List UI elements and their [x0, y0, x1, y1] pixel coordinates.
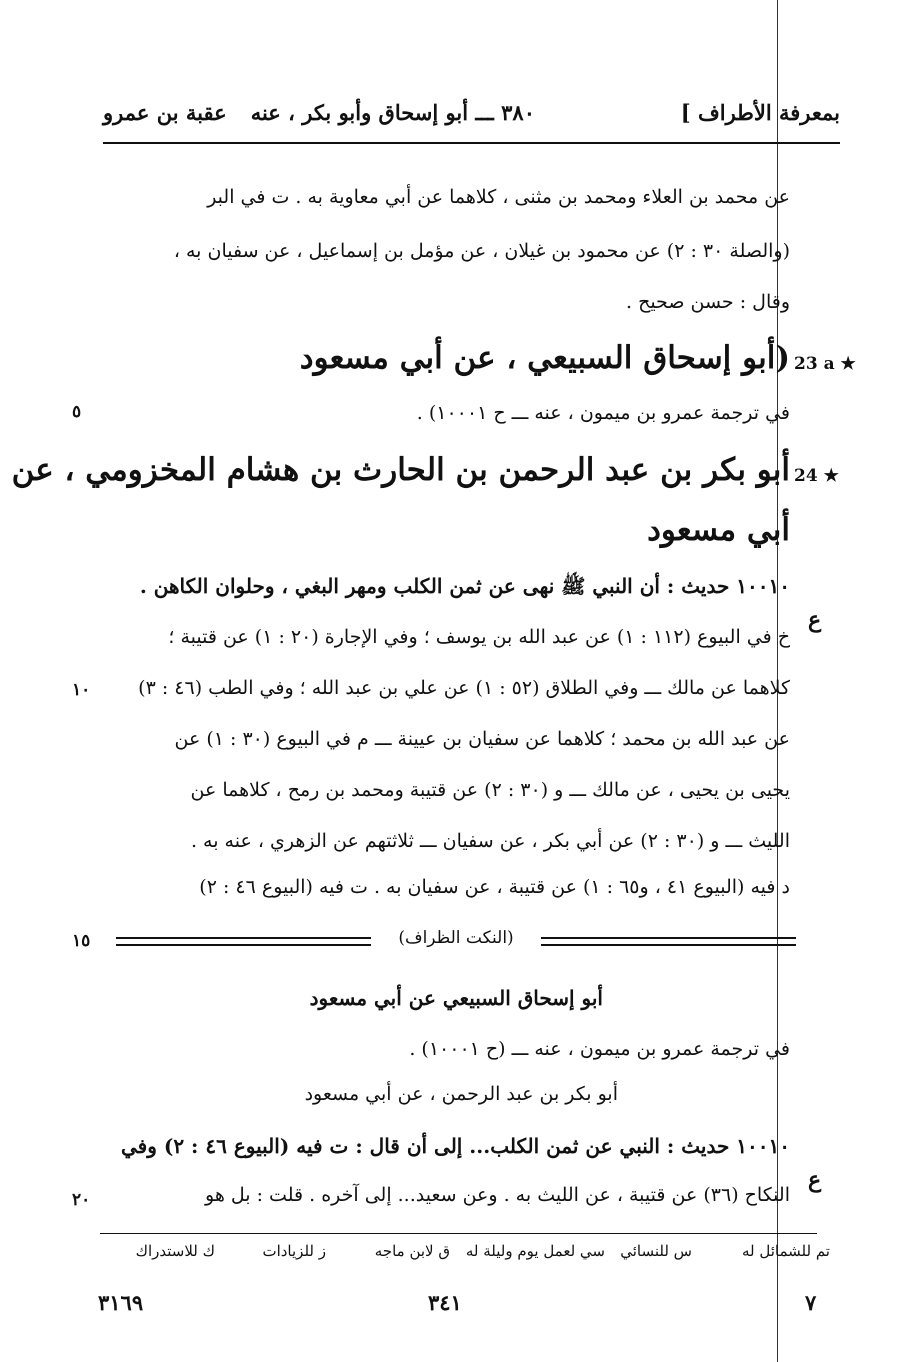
header-left: عقبة بن عمرو: [103, 100, 227, 125]
abbr-ziyadat: ز للزيادات: [262, 1242, 326, 1260]
abbr-shamail: تم للشمائل له: [741, 1242, 830, 1260]
nukat-divider: [116, 930, 796, 950]
margin-number-15: ١٥: [72, 931, 91, 951]
entry-heading-24: أبو بكر بن عبد الرحمن بن الحارث بن هشام المخزومي ، عن: [11, 452, 790, 488]
header-rule: [103, 142, 840, 144]
text-line-9: خ في البيوع (١١٢ : ١) عن عبد الله بن يوسف ؛ وفي الإجارة (٢٠ : ١) عن قتيبة ؛: [168, 626, 790, 648]
page-number: ٣٤١: [428, 1290, 462, 1315]
abbr-istidrak: ك للاستدراك: [135, 1242, 215, 1260]
hadith-line-10010: ١٠٠١٠ حديث : أن النبي ﷺ نهى عن ثمن الكلب ومهر البغي ، وحلوان الكاهن .: [139, 574, 790, 598]
margin-number-5: ٥: [72, 402, 82, 422]
text-line-12: يحيى بن يحيى ، عن مالك ـــ و (٣٠ : ٢) عن قتيبة ومحمد بن رمح ، كلاهما عن: [190, 779, 790, 801]
text-line-14: د فيه (البيوع ٤١ ، و٦٥ : ١) عن قتيبة ، عن سفيان به . ت فيه (البيوع ٤٦ : ٢): [199, 876, 790, 898]
margin-number-20: ٢٠: [72, 1190, 91, 1210]
text-line-10: كلاهما عن مالك ـــ وفي الطلاق (٥٢ : ١) عن علي بن عبد الله ؛ وفي الطب (٤٦ : ٣): [138, 677, 790, 699]
text-line-1: عن محمد بن العلاء ومحمد بن مثنى ، كلاهما عن أبي معاوية به . ت في البر: [207, 186, 790, 208]
nukat-heading-1: أبو إسحاق السبيعي عن أبي مسعود: [309, 986, 603, 1010]
side-letter-ain-2: ع: [808, 1167, 822, 1193]
entry-heading-24-cont: أبي مسعود: [647, 512, 790, 548]
divider-rule-right: [541, 937, 796, 946]
footer-left-number: ٣١٦٩: [98, 1290, 144, 1315]
text-line-3: وقال : حسن صحيح .: [625, 291, 790, 313]
footer-right-number: ٧: [805, 1290, 817, 1315]
margin-number-10: ١٠: [72, 680, 91, 700]
abbr-amal-yawm: سي لعمل يوم وليلة له: [465, 1242, 605, 1260]
entry-heading-23a: (أبو إسحاق السبيعي ، عن أبي مسعود: [299, 340, 790, 376]
footer-rule: [100, 1233, 817, 1234]
text-line-13: الليث ـــ و (٣٠ : ٢) عن أبي بكر ، عن سفيان ـــ ثلاثتهم عن الزهري ، عنه به .: [190, 830, 790, 852]
abbr-nasai: س للنسائي: [620, 1242, 692, 1260]
header-center: ٣٨٠ ـــ أبو إسحاق وأبو بكر ، عنه: [250, 100, 535, 125]
text-line-11: عن عبد الله بن محمد ؛ كلاهما عن سفيان بن عيينة ـــ م في البيوع (٣٠ : ١) عن: [174, 728, 790, 750]
entry-label-24: 24 ★: [794, 466, 839, 486]
entry-label-23a: 23 a ★: [794, 354, 856, 374]
header-right: بمعرفة الأطراف ]: [680, 100, 840, 125]
abbr-ibn-majah: ق لابن ماجه: [374, 1242, 450, 1260]
side-letter-ain-1: ع: [808, 607, 822, 633]
divider-title: (النكت الظراف): [398, 928, 514, 948]
nukat-line-3: النكاح (٣٦) عن قتيبة ، عن الليث به . وعن سعيد... إلى آخره . قلت : بل هو: [205, 1184, 790, 1206]
nukat-line-1: في ترجمة عمرو بن ميمون ، عنه ـــ (ح ١٠٠٠١) .: [409, 1038, 790, 1060]
divider-rule-left: [116, 937, 371, 946]
text-line-5: في ترجمة عمرو بن ميمون ، عنه ـــ ح ١٠٠٠١) .: [416, 402, 790, 424]
nukat-heading-2: أبو بكر بن عبد الرحمن ، عن أبي مسعود: [304, 1083, 618, 1105]
nukat-line-2: ١٠٠١٠ حديث : النبي عن ثمن الكلب... إلى أن قال : ت فيه (البيوع ٤٦ : ٢) وفي: [121, 1134, 790, 1158]
text-line-2: (والصلة ٣٠ : ٢) عن محمود بن غيلان ، عن مؤمل بن إسماعيل ، عن سفيان به ،: [173, 240, 790, 262]
